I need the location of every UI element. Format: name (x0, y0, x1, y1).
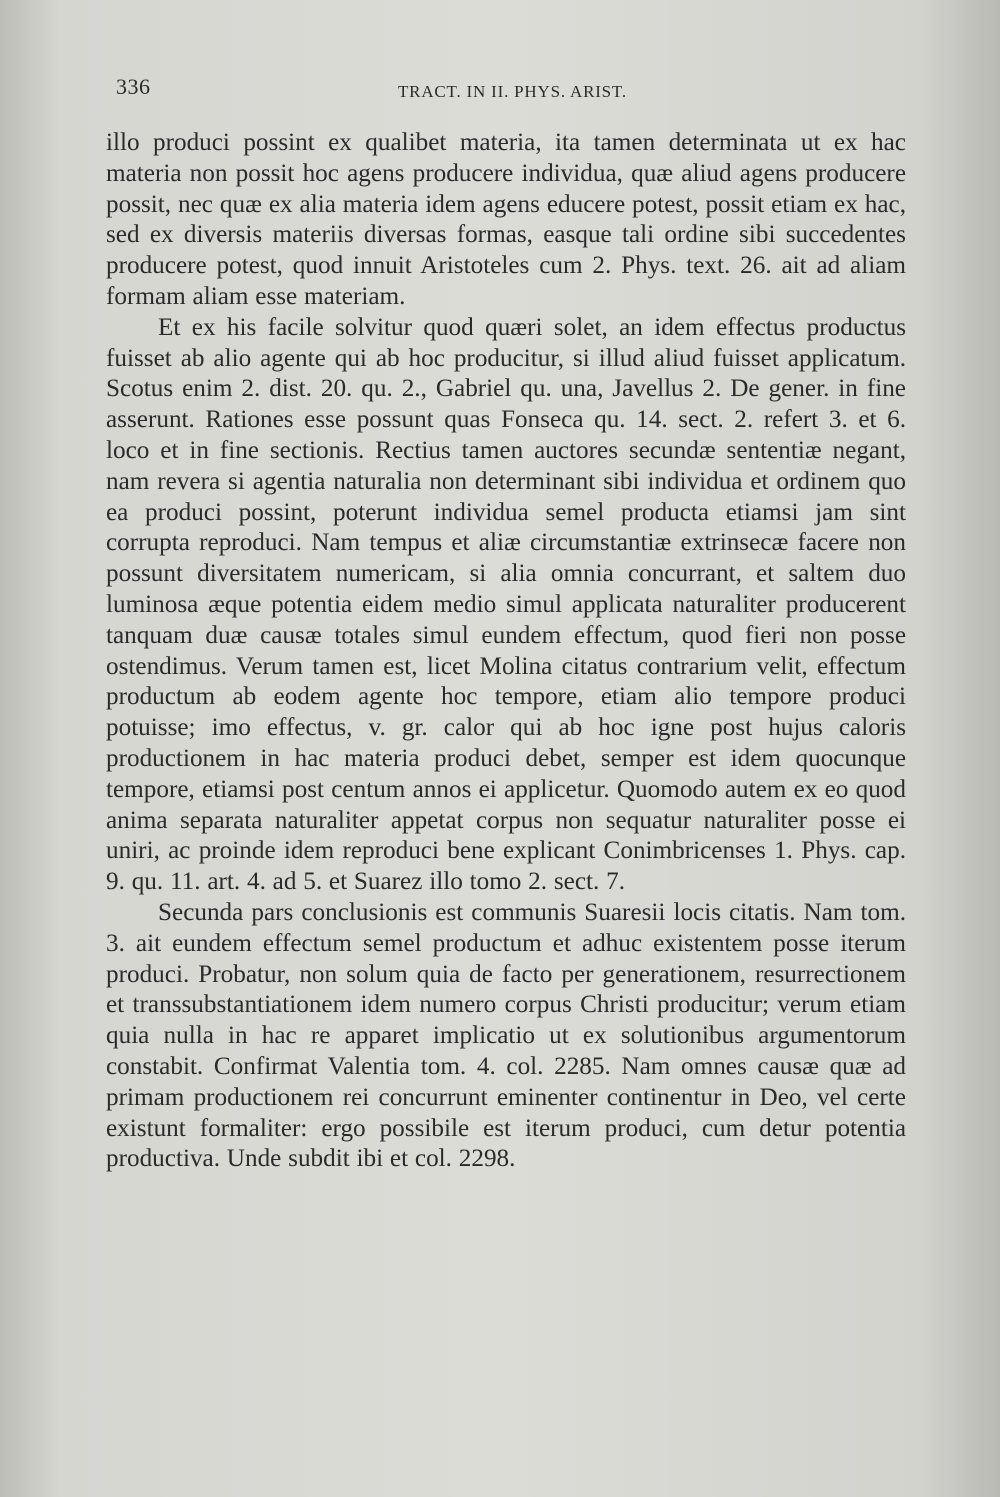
paragraph: Et ex his facile solvitur quod quæri solet, an idem effectus productus fuisset ab alio agente qui ab hoc producitur, si illud aliud fuisset applicatum. Scotus enim 2. dist. 20. qu. 2., Gabriel qu. una, Javellus 2. De gener. in fine asserunt. Rationes esse possunt quas Fonseca qu. 14. sect. 2. refert 3. et 6. loco et in fine sectionis. Rectius tamen auctores secundæ sententiæ negant, nam revera si agentia naturalia non determinant sibi individua et ordinem quo ea produci possint, poterunt individua semel producta etiamsi jam sint corrupta reproduci. Nam tempus et aliæ circumstantiæ extrinsecæ facere non possunt diversitatem numericam, si alia omnia concurrant, et saltem duo luminosa æque potentia eidem medio simul applicata naturaliter producerent tanquam duæ causæ totales simul eundem effectum, quod fieri non posse ostendimus. Verum tamen est, licet Molina citatus contrarium velit, effectum productum ab eodem agente hoc tempore, etiam alio tempore produci potuisse; imo effectus, v. gr. calor qui ab hoc igne post hujus caloris productionem in hac materia produci debet, semper est idem quocunque tempore, etiamsi post centum annos ei applicetur. Quomodo autem ex eo quod anima separata naturaliter appetat corpus non sequatur naturaliter posse ei uniri, ac proinde idem reproduci bene explicant Conimbricenses 1. Phys. cap. 9. qu. 11. art. 4. ad 5. et Suarez illo tomo 2. sect. 7. (106, 313, 906, 896)
page-number: 336 (116, 74, 151, 99)
running-head (116, 74, 916, 108)
paragraph-continuation: illo produci possint ex qualibet materia, ita tamen determinata ut ex hac materia non possit hoc agens producere individua, quæ aliud agens producere possit, nec quæ ex alia materia idem agens educere potest, possit etiam ex hac, sed ex diversis materiis diversas formas, easque tali ordine sibi succedentes producere potest, quod innuit Aristoteles cum 2. Phys. text. 26. ait ad aliam formam aliam esse materiam. (106, 129, 906, 310)
body-text (106, 128, 906, 1175)
paragraph: Secunda pars conclusionis est communis Suaresii locis citatis. Nam tom. 3. ait eundem effectum semel productum et adhuc existentem posse iterum produci. Probatur, non solum quia de facto per generationem, resurrectionem et transsubstantiationem idem numero corpus Christi producitur; verum etiam quia nulla in hac re apparet implicatio ut ex solutionibus argumentorum constabit. Confirmat Valentia tom. 4. col. 2285. Nam omnes causæ quæ ad primam productionem rei concurrunt eminenter continentur in Deo, vel certe existunt formaliter: ergo possibile est iterum produci, cum detur potentia productiva. Unde subdit ibi et col. 2298. (106, 898, 906, 1173)
running-title: TRACT. IN II. PHYS. ARIST. (398, 82, 627, 101)
